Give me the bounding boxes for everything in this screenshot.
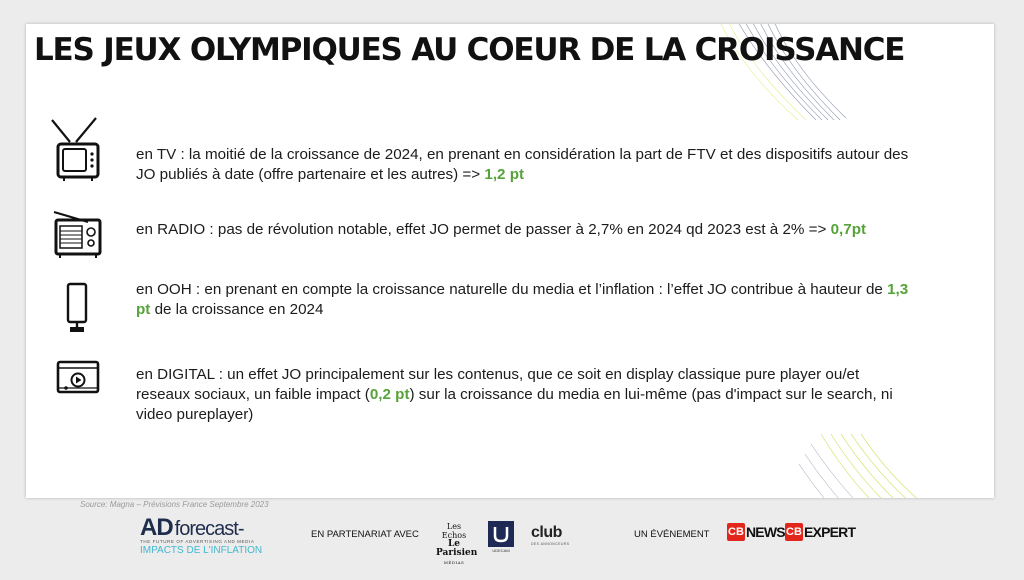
logo-ad: AD: [140, 514, 173, 541]
tv-icon: [46, 114, 106, 184]
source-note: Source: Magna – Prévisions France Septembre 2023: [80, 500, 269, 509]
lesechos-leparisien-logo: Les Echos Le Parisien MÉDIAS: [436, 522, 478, 565]
cbexpert-logo: CB EXPERT: [786, 524, 856, 540]
item-text: en OOH : en prenant en compte la croissance naturelle du media et l’inflation : l’effet JO contribue à hauteur de 1,3 pt de la croissance en 2024: [136, 281, 909, 318]
highlight-value: 1,2 pt: [484, 166, 525, 183]
logo-forecast: forecast-: [174, 518, 244, 540]
item-text: en RADIO : pas de révolution notable, effet JO permet de passer à 2,7% en 2024 qd 2023 est à 2% => 0,7pt: [136, 221, 867, 238]
item-text: en TV : la moitié de la croissance de 2024, en prenant en considération la part de FTV et des dispositifs autour des JO publiés à date (offre partenaire et les autres) => 1,2 pt: [136, 146, 909, 183]
footer: [0, 498, 1024, 580]
logo-subtitle: IMPACTS DE L'INFLATION: [140, 545, 263, 556]
highlight-value: 0,2 pt: [369, 386, 410, 403]
billboard-icon: [46, 278, 106, 348]
radio-icon: [46, 204, 106, 274]
event-label: UN ÉVÉNEMENT: [634, 529, 710, 540]
item-text: en DIGITAL : un effet JO principalement sur les contenus, que ce soit en display classique pure player ou/et reseaux sociaux, un faible impact (0,2 pt) sur la croissance du media en lui-même (pas d'impact sur le search, ni video pureplayer): [136, 366, 893, 423]
club-annonceurs-logo: club DES ANNONCEURS: [531, 524, 570, 546]
page-title: LES JEUX OLYMPIQUES AU COEUR DE LA CROISSANCE: [34, 32, 905, 68]
slide: [26, 24, 994, 498]
highlight-value: 1,3 pt: [136, 281, 909, 318]
cbnews-logo: CB NEWS: [728, 524, 785, 540]
decorative-lines-bottom: [791, 434, 991, 498]
video-player-icon: [46, 354, 106, 424]
adforecast-logo: [140, 514, 290, 556]
partner-label: EN PARTENARIAT AVEC: [311, 529, 419, 540]
udecam-logo: [488, 521, 514, 547]
highlight-value: 0,7pt: [830, 221, 867, 238]
udecam-label: UDECAM: [492, 548, 510, 553]
logo-tagline: THE FUTURE OF ADVERTISING AND MEDIA: [140, 539, 255, 544]
